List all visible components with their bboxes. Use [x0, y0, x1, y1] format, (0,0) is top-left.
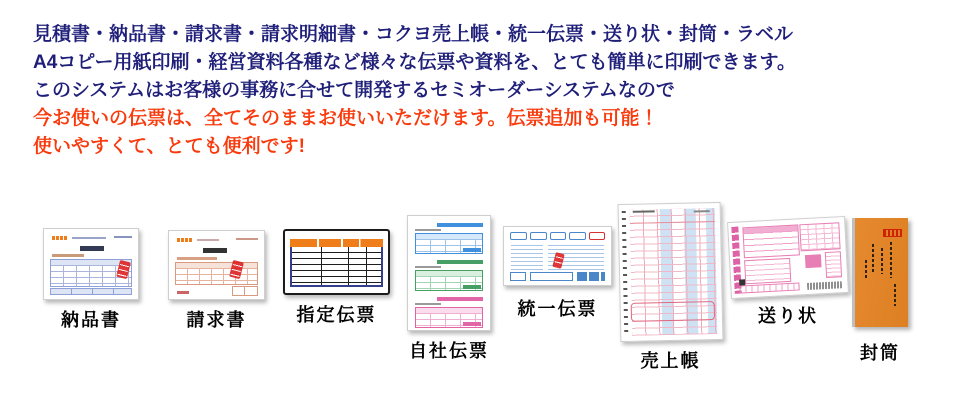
nohinsho-thumbnail — [43, 228, 139, 300]
header-line — [197, 239, 219, 241]
orange-header-row — [290, 239, 383, 247]
right-grid — [799, 222, 840, 251]
form-title-bar — [437, 260, 483, 264]
intro-line-5: 使いやすくて、とても便利です! — [33, 136, 305, 157]
jisha-denpyo-label: 自社伝票 — [409, 341, 489, 361]
intro-line-3: このシステムはお客様の事務に合せて開発するセミオーダーシステムなので — [33, 80, 675, 101]
slip-number-line — [114, 236, 132, 238]
form-box — [530, 232, 547, 240]
slip-number-line — [236, 238, 258, 240]
form-box — [569, 232, 586, 240]
binding-holes — [622, 211, 629, 335]
nohinsho-label: 納品書 — [61, 310, 121, 330]
header-boxes — [510, 232, 605, 240]
form-box — [510, 232, 527, 240]
gallery-item-seikyusho — [168, 230, 265, 332]
right-column-lines — [564, 245, 604, 271]
seikyusho-thumbnail — [168, 230, 265, 300]
left-column-lines — [511, 245, 543, 271]
form-title-bar — [437, 223, 483, 227]
futo-label: 封筒 — [860, 343, 900, 363]
intro-text-block — [33, 21, 796, 161]
toitsu-denpyo-label: 統一伝票 — [517, 299, 598, 319]
shitei-denpyo-thumbnail — [283, 229, 390, 295]
wide-box — [530, 272, 573, 281]
bottom-strip — [739, 282, 799, 293]
green-form — [415, 260, 483, 291]
company-mark — [52, 236, 68, 240]
vertical-sender-text — [894, 284, 896, 306]
slip-title-mark — [203, 248, 227, 253]
filled-boxes — [577, 272, 605, 281]
total-boxes — [232, 286, 258, 296]
address-grid — [742, 224, 800, 258]
items-table — [175, 262, 258, 285]
barcode — [807, 281, 841, 290]
subheader-line — [52, 254, 84, 257]
gallery-item-futo — [852, 218, 908, 365]
total-row — [50, 288, 132, 295]
jisha-denpyo-thumbnail — [407, 215, 491, 331]
form-total-cell — [463, 322, 481, 326]
toitsu-denpyo-thumbnail — [503, 226, 612, 286]
form-box — [550, 232, 567, 240]
vertical-address-text — [872, 244, 874, 274]
form-meta-line — [415, 303, 441, 305]
corner-mark — [739, 279, 745, 285]
middle-grid — [744, 258, 791, 284]
okurijo-label: 送り状 — [758, 306, 818, 326]
red-form-box — [589, 232, 605, 240]
header-mark — [694, 210, 710, 212]
form-meta-line — [415, 229, 441, 231]
uriagecho-label: 売上帳 — [640, 351, 701, 371]
form-total-cell — [463, 285, 481, 289]
seikyusho-label: 請求書 — [186, 310, 247, 330]
uriagecho-thumbnail — [618, 202, 724, 342]
vertical-address-text — [890, 242, 892, 278]
gallery-item-uriagecho — [619, 203, 722, 373]
shitei-denpyo-label: 指定伝票 — [296, 305, 377, 325]
intro-line-2: A4コピー用紙印刷・経営資料各種など様々な伝票や資料を、とても簡単に印刷できます。 — [33, 52, 797, 73]
vertical-sender-text — [865, 260, 867, 278]
slip-title-mark — [80, 246, 104, 251]
form-title-bar — [437, 297, 483, 301]
header-line — [72, 237, 106, 239]
gallery-item-shitei-denpyo — [283, 229, 390, 327]
gallery-item-nohinsho — [43, 228, 139, 332]
highlight-box — [631, 301, 715, 322]
right-column — [825, 251, 842, 278]
futo-thumbnail — [852, 218, 908, 327]
intro-line-4: 今お使いの伝票は、全てそのままお使いいただけます。伝票追加も可能！ — [33, 108, 659, 129]
company-mark — [177, 238, 193, 242]
form-total-cell — [463, 248, 481, 252]
pink-form — [415, 297, 483, 328]
vertical-address-text — [881, 248, 883, 274]
gallery-item-okurijo — [729, 219, 847, 328]
subheader-line — [177, 257, 217, 260]
pink-filled-cell — [805, 254, 822, 268]
gallery-item-jisha-denpyo — [407, 215, 491, 363]
small-box — [510, 272, 526, 281]
blue-form — [415, 223, 483, 254]
table-grid — [290, 247, 383, 287]
footer-mark — [177, 291, 189, 294]
intro-line-1: 見積書・納品書・請求書・請求明細書・コクヨ売上帳・統一伝票・送り状・封筒・ラベル — [33, 24, 794, 45]
okurijo-thumbnail — [727, 216, 849, 299]
footer-boxes — [510, 272, 605, 281]
postal-code-box — [883, 229, 902, 237]
gallery-item-toitsu-denpyo — [503, 226, 612, 321]
form-meta-line — [415, 266, 441, 268]
